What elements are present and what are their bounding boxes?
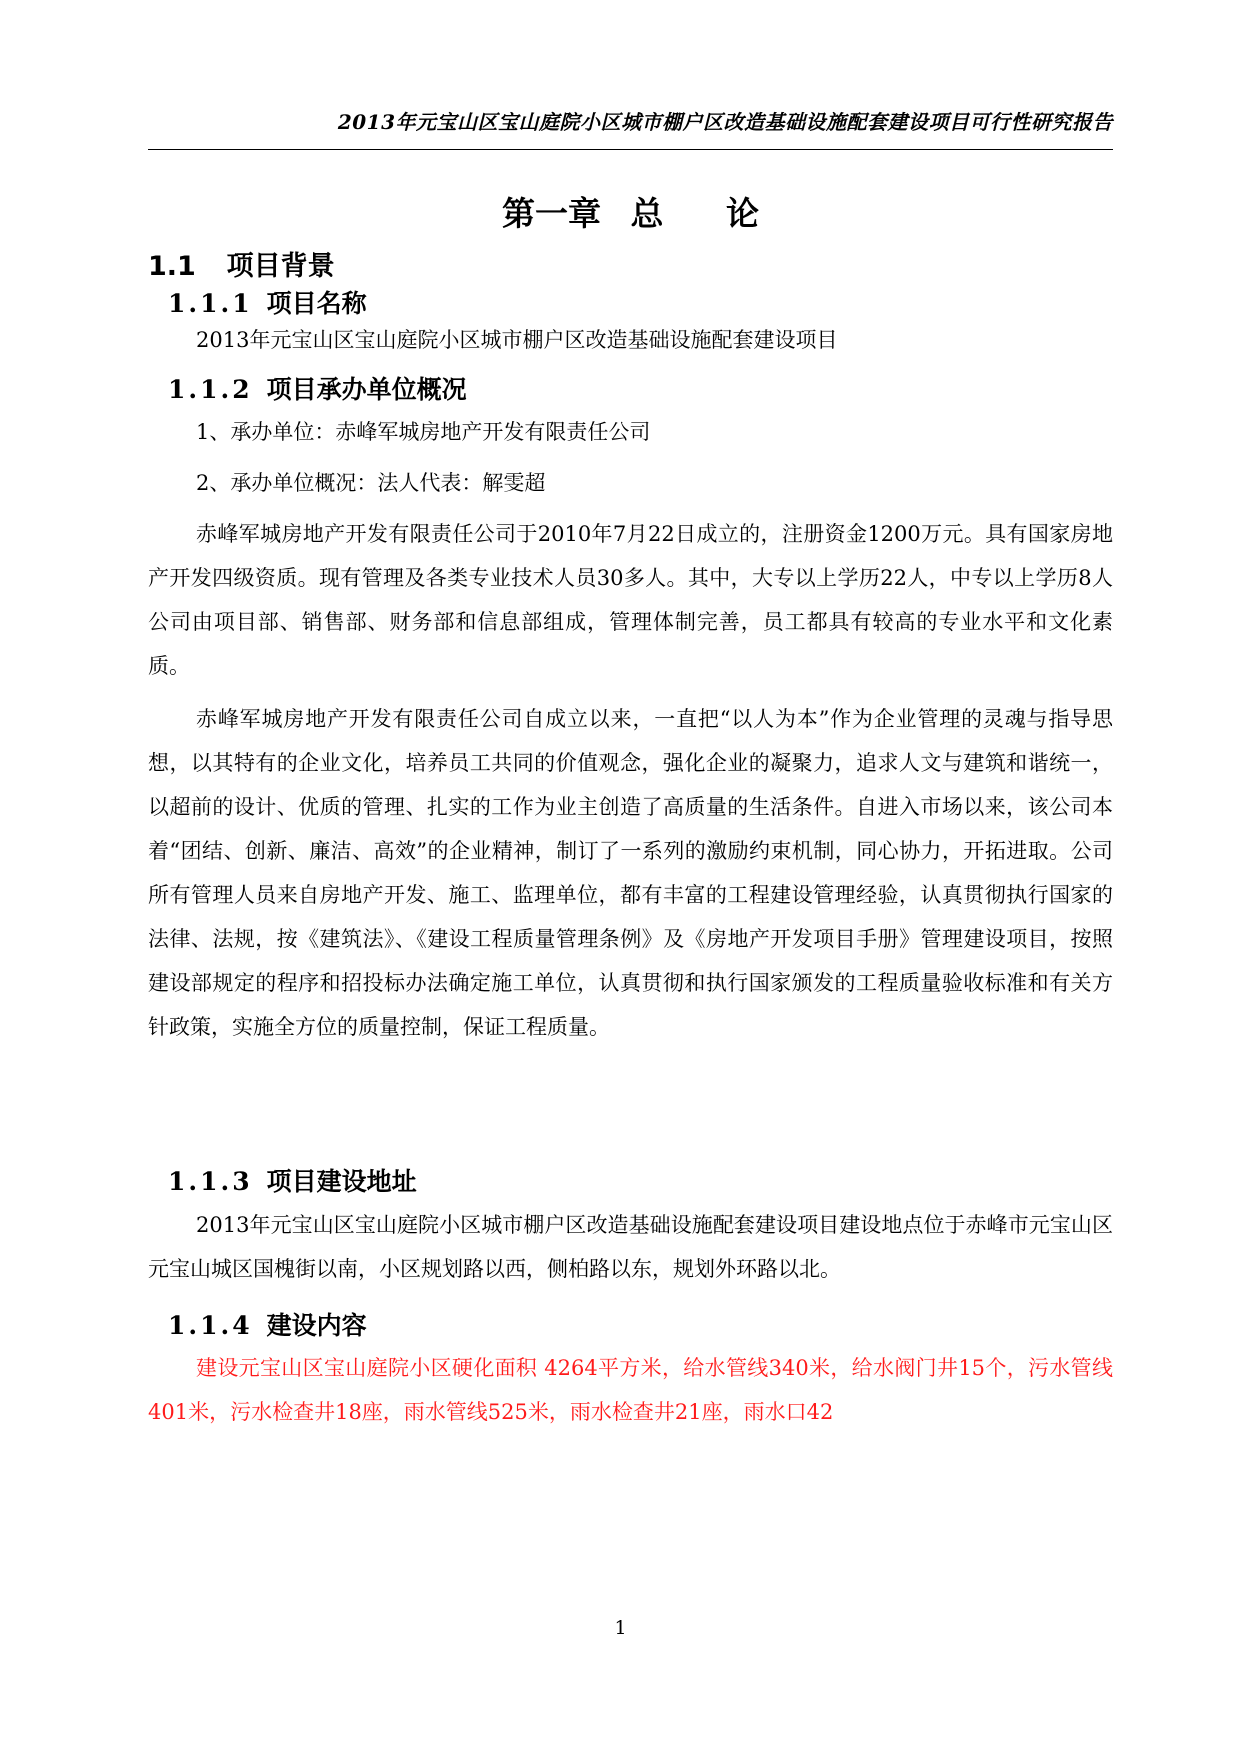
- subsection-heading-1-1-3: [168, 1162, 417, 1198]
- project-address-paragraph: 2013年元宝山区宝山庭院小区城市棚户区改造基础设施配套建设项目建设地点位于赤峰市元宝山区元宝山城区国槐街以南，小区规划路以西，侧柏路以东，规划外环路以北。: [148, 1213, 1113, 1281]
- page-number: 1: [614, 1617, 627, 1639]
- subsection-number: 1.1.2: [168, 375, 253, 404]
- subsection-number: 1.1.3: [168, 1167, 253, 1196]
- header-rule: [148, 149, 1113, 150]
- subsection-title: 项目承办单位概况: [266, 375, 467, 404]
- company-intro-paragraph: 赤峰军城房地产开发有限责任公司于2010年7月22日成立的，注册资金1200万元。具有国家房地产开发四级资质。现有管理及各类专业技术人员30多人。其中，大专以上学历22人，中专以上学历8人公司由项目部、销售部、财务部和信息部组成，管理体制完善，员工都具有较高的专业水平和文化素质。: [148, 522, 1113, 678]
- subsection-number: 1.1.4: [168, 1311, 253, 1340]
- subsection-heading-1-1-2: [168, 370, 467, 406]
- running-header: 2013年元宝山区宝山庭院小区城市棚户区改造基础设施配套建设项目可行性研究报告: [337, 110, 1113, 134]
- subsection-number: 1.1.1: [168, 289, 253, 318]
- section-heading: [148, 244, 335, 283]
- sponsor-item-1: 1、承办单位：赤峰军城房地产开发有限责任公司: [196, 420, 651, 444]
- company-philosophy-paragraph: 赤峰军城房地产开发有限责任公司自成立以来，一直把“以人为本”作为企业管理的灵魂与指导思想，以其特有的企业文化，培养员工共同的价值观念，强化企业的凝聚力，追求人文与建筑和谐统一，以超前的设计、优质的管理、扎实的工作为业主创造了高质量的生活条件。自进入市场以来，该公司本着“团结、创新、廉洁、高效”的企业精神，制订了一系列的激励约束机制，同心协力，开拓进取。公司所有管理人员来自房地产开发、施工、监理单位，都有丰富的工程建设管理经验，认真贯彻执行国家的法律、法规，按《建筑法》、《建设工程质量管理条例》及《房地产开发项目手册》管理建设项目，按照建设部规定的程序和招投标办法确定施工单位，认真贯彻和执行国家颁发的工程质量验收标准和有关方针政策，实施全方位的质量控制，保证工程质量。: [148, 707, 1113, 1039]
- subsection-title: 建设内容: [266, 1311, 367, 1340]
- subsection-title: 项目建设地址: [266, 1167, 417, 1196]
- chapter-title: 第一章 总 论: [502, 194, 759, 233]
- project-name-paragraph: 2013年元宝山区宝山庭院小区城市棚户区改造基础设施配套建设项目: [196, 328, 838, 352]
- construction-content-paragraph: 建设元宝山区宝山庭院小区硬化面积 4264平方米，给水管线340米，给水阀门井15个，污水管线401米，污水检查井18座，雨水管线525米，雨水检查井21座，雨水口42: [148, 1356, 1113, 1424]
- subsection-heading-1-1-1: [168, 284, 367, 320]
- section-number: 1.1: [148, 251, 196, 282]
- section-title: 项目背景: [226, 251, 335, 282]
- subsection-title: 项目名称: [266, 289, 367, 318]
- sponsor-item-2: 2、承办单位概况：法人代表：解雯超: [196, 471, 546, 495]
- subsection-heading-1-1-4: [168, 1306, 367, 1342]
